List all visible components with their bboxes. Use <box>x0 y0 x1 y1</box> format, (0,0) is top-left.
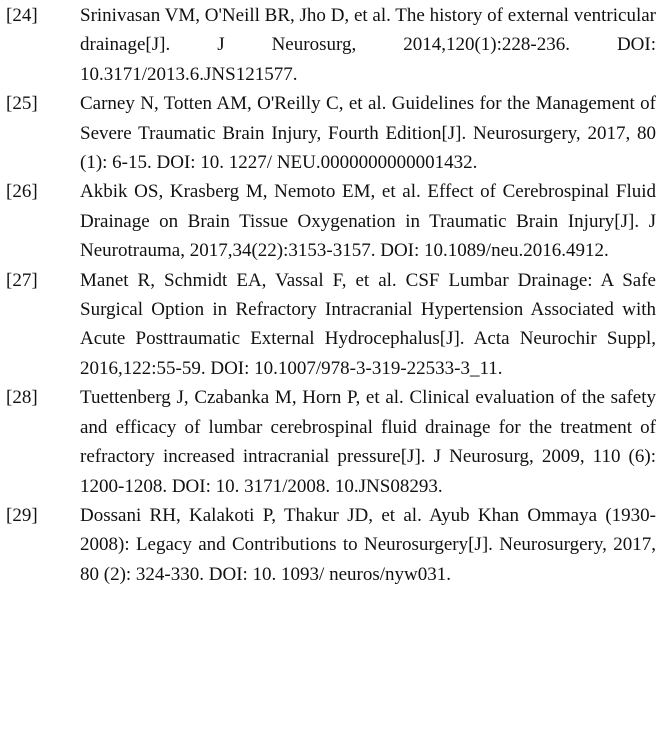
reference-number: [29] <box>6 504 38 526</box>
reference-entry <box>0 383 668 501</box>
reference-number: [26] <box>6 181 38 203</box>
reference-number: [25] <box>6 93 38 115</box>
reference-text: Srinivasan VM, O'Neill BR, Jho D, et al. The history of external ventricular drainage[J]. J Neurosurg, 2014,120(1):228-236. DOI: 10.3171/2013.6.JNS121577. <box>80 5 656 85</box>
reference-text: Carney N, Totten AM, O'Reilly C, et al. Guidelines for the Management of Severe Traumatic Brain Injury, Fourth Edition[J]. Neurosurgery, 2017, 80 (1): 6-15. DOI: 10. 1227/ NEU.0000000000001432. <box>80 93 656 174</box>
reference-text: Tuettenberg J, Czabanka M, Horn P, et al. Clinical evaluation of the safety and efficacy of lumbar cerebrospinal fluid drainage for the treatment of refractory increased intracranial pressure[J]. J Neurosurg, 2009, 110 (6): 1200-1208. DOI: 10. 3171/2008. 10.JNS08293. <box>80 387 656 497</box>
reference-text: Manet R, Schmidt EA, Vassal F, et al. CSF Lumbar Drainage: A Safe Surgical Option in Refractory Intracranial Hypertension Associated with Acute Posttraumatic External Hydrocephalus[J]. Acta Neurochir Suppl, 2016,122:55-59. DOI: 10.1007/978-3-319-22533-3_11. <box>80 269 656 379</box>
reference-number: [27] <box>6 269 38 291</box>
reference-number: [28] <box>6 387 38 409</box>
reference-entry <box>0 1 668 89</box>
reference-text: Dossani RH, Kalakoti P, Thakur JD, et al. Ayub Khan Ommaya (1930-2008): Legacy and Contributions to Neurosurgery[J]. Neurosurgery, 2017, 80 (2): 324-330. DOI: 10. 1093/ neuros/nyw031. <box>80 504 656 585</box>
reference-entry <box>0 266 668 384</box>
reference-entry <box>0 501 668 589</box>
reference-entry <box>0 89 668 177</box>
reference-text: Akbik OS, Krasberg M, Nemoto EM, et al. Effect of Cerebrospinal Fluid Drainage on Brain Tissue Oxygenation in Traumatic Brain Injury[J]. J Neurotrauma, 2017,34(22):3153-3157. DOI: 10.1089/neu.2016.4912. <box>80 181 656 262</box>
reference-number: [24] <box>6 5 38 26</box>
reference-entry <box>0 177 668 265</box>
